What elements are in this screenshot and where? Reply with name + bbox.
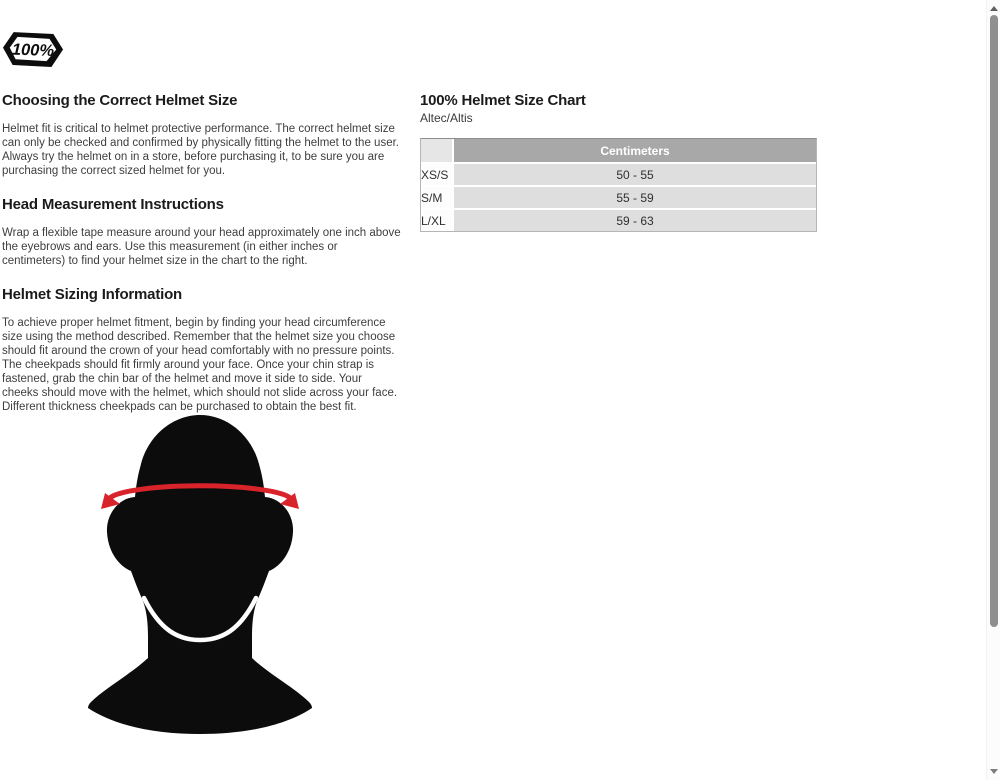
table-corner-cell: [421, 139, 454, 162]
size-value-cell: 55 - 59: [454, 185, 816, 208]
section-choosing-size: [2, 92, 401, 178]
size-value-cell: 59 - 63: [454, 208, 816, 231]
logo-text: 100%: [11, 40, 55, 61]
section-measurement-instructions: [2, 196, 401, 268]
guide-text-column: [2, 92, 401, 414]
table-row: [421, 185, 816, 208]
head-silhouette: [88, 415, 312, 734]
size-chart-title: 100% Helmet Size Chart: [420, 92, 586, 109]
section-heading: Helmet Sizing Information: [2, 286, 183, 303]
vertical-scrollbar[interactable]: [986, 0, 1000, 780]
scroll-up-arrow-icon[interactable]: [990, 6, 998, 11]
size-label-cell: S/M: [421, 185, 454, 208]
size-value-cell: 50 - 55: [454, 162, 816, 185]
size-chart-subtitle: Altec/Altis: [420, 111, 473, 125]
section-body: Helmet fit is critical to helmet protective performance. The correct helmet size can only be checked and confirmed by physically fitting the helmet to the user. Always try the helmet on in a store, before purchasing it, to be sure you are purchasing the correct sized helmet for you.: [2, 123, 399, 177]
section-body: Wrap a flexible tape measure around your head approximately one inch above the eyebrows and ears. Use this measurement (in either inches or centimeters) to find your helmet size in the chart to the right.: [2, 227, 401, 267]
brand-logo-100percent-icon: [2, 30, 64, 69]
head-measurement-illustration: [78, 403, 322, 739]
scroll-down-arrow-icon[interactable]: [990, 769, 998, 774]
size-label-cell: XS/S: [421, 162, 454, 185]
size-chart-table: [420, 138, 817, 232]
scrollbar-thumb[interactable]: [990, 15, 998, 627]
section-body: To achieve proper helmet fitment, begin by finding your head circumference size using the method described. Remember that the helmet size you choose should fit around the crown of your head comfortably with no pressure points. The cheekpads should fit firmly around your face. Once your chin strap is fastened, grab the chin bar of the helmet and move it side to side. Your cheeks should move with the helmet, which should not slide across your face. Different thickness cheekpads can be purchased to obtain the best fit.: [2, 317, 398, 413]
size-label-cell: L/XL: [421, 208, 454, 231]
table-header-row: [421, 139, 816, 162]
section-heading: Choosing the Correct Helmet Size: [2, 92, 238, 109]
table-row: [421, 208, 816, 231]
section-heading: Head Measurement Instructions: [2, 196, 224, 213]
centimeters-column-header: Centimeters: [454, 139, 816, 162]
table-row: [421, 162, 816, 185]
section-sizing-information: [2, 286, 401, 414]
size-chart-column: [420, 92, 817, 232]
